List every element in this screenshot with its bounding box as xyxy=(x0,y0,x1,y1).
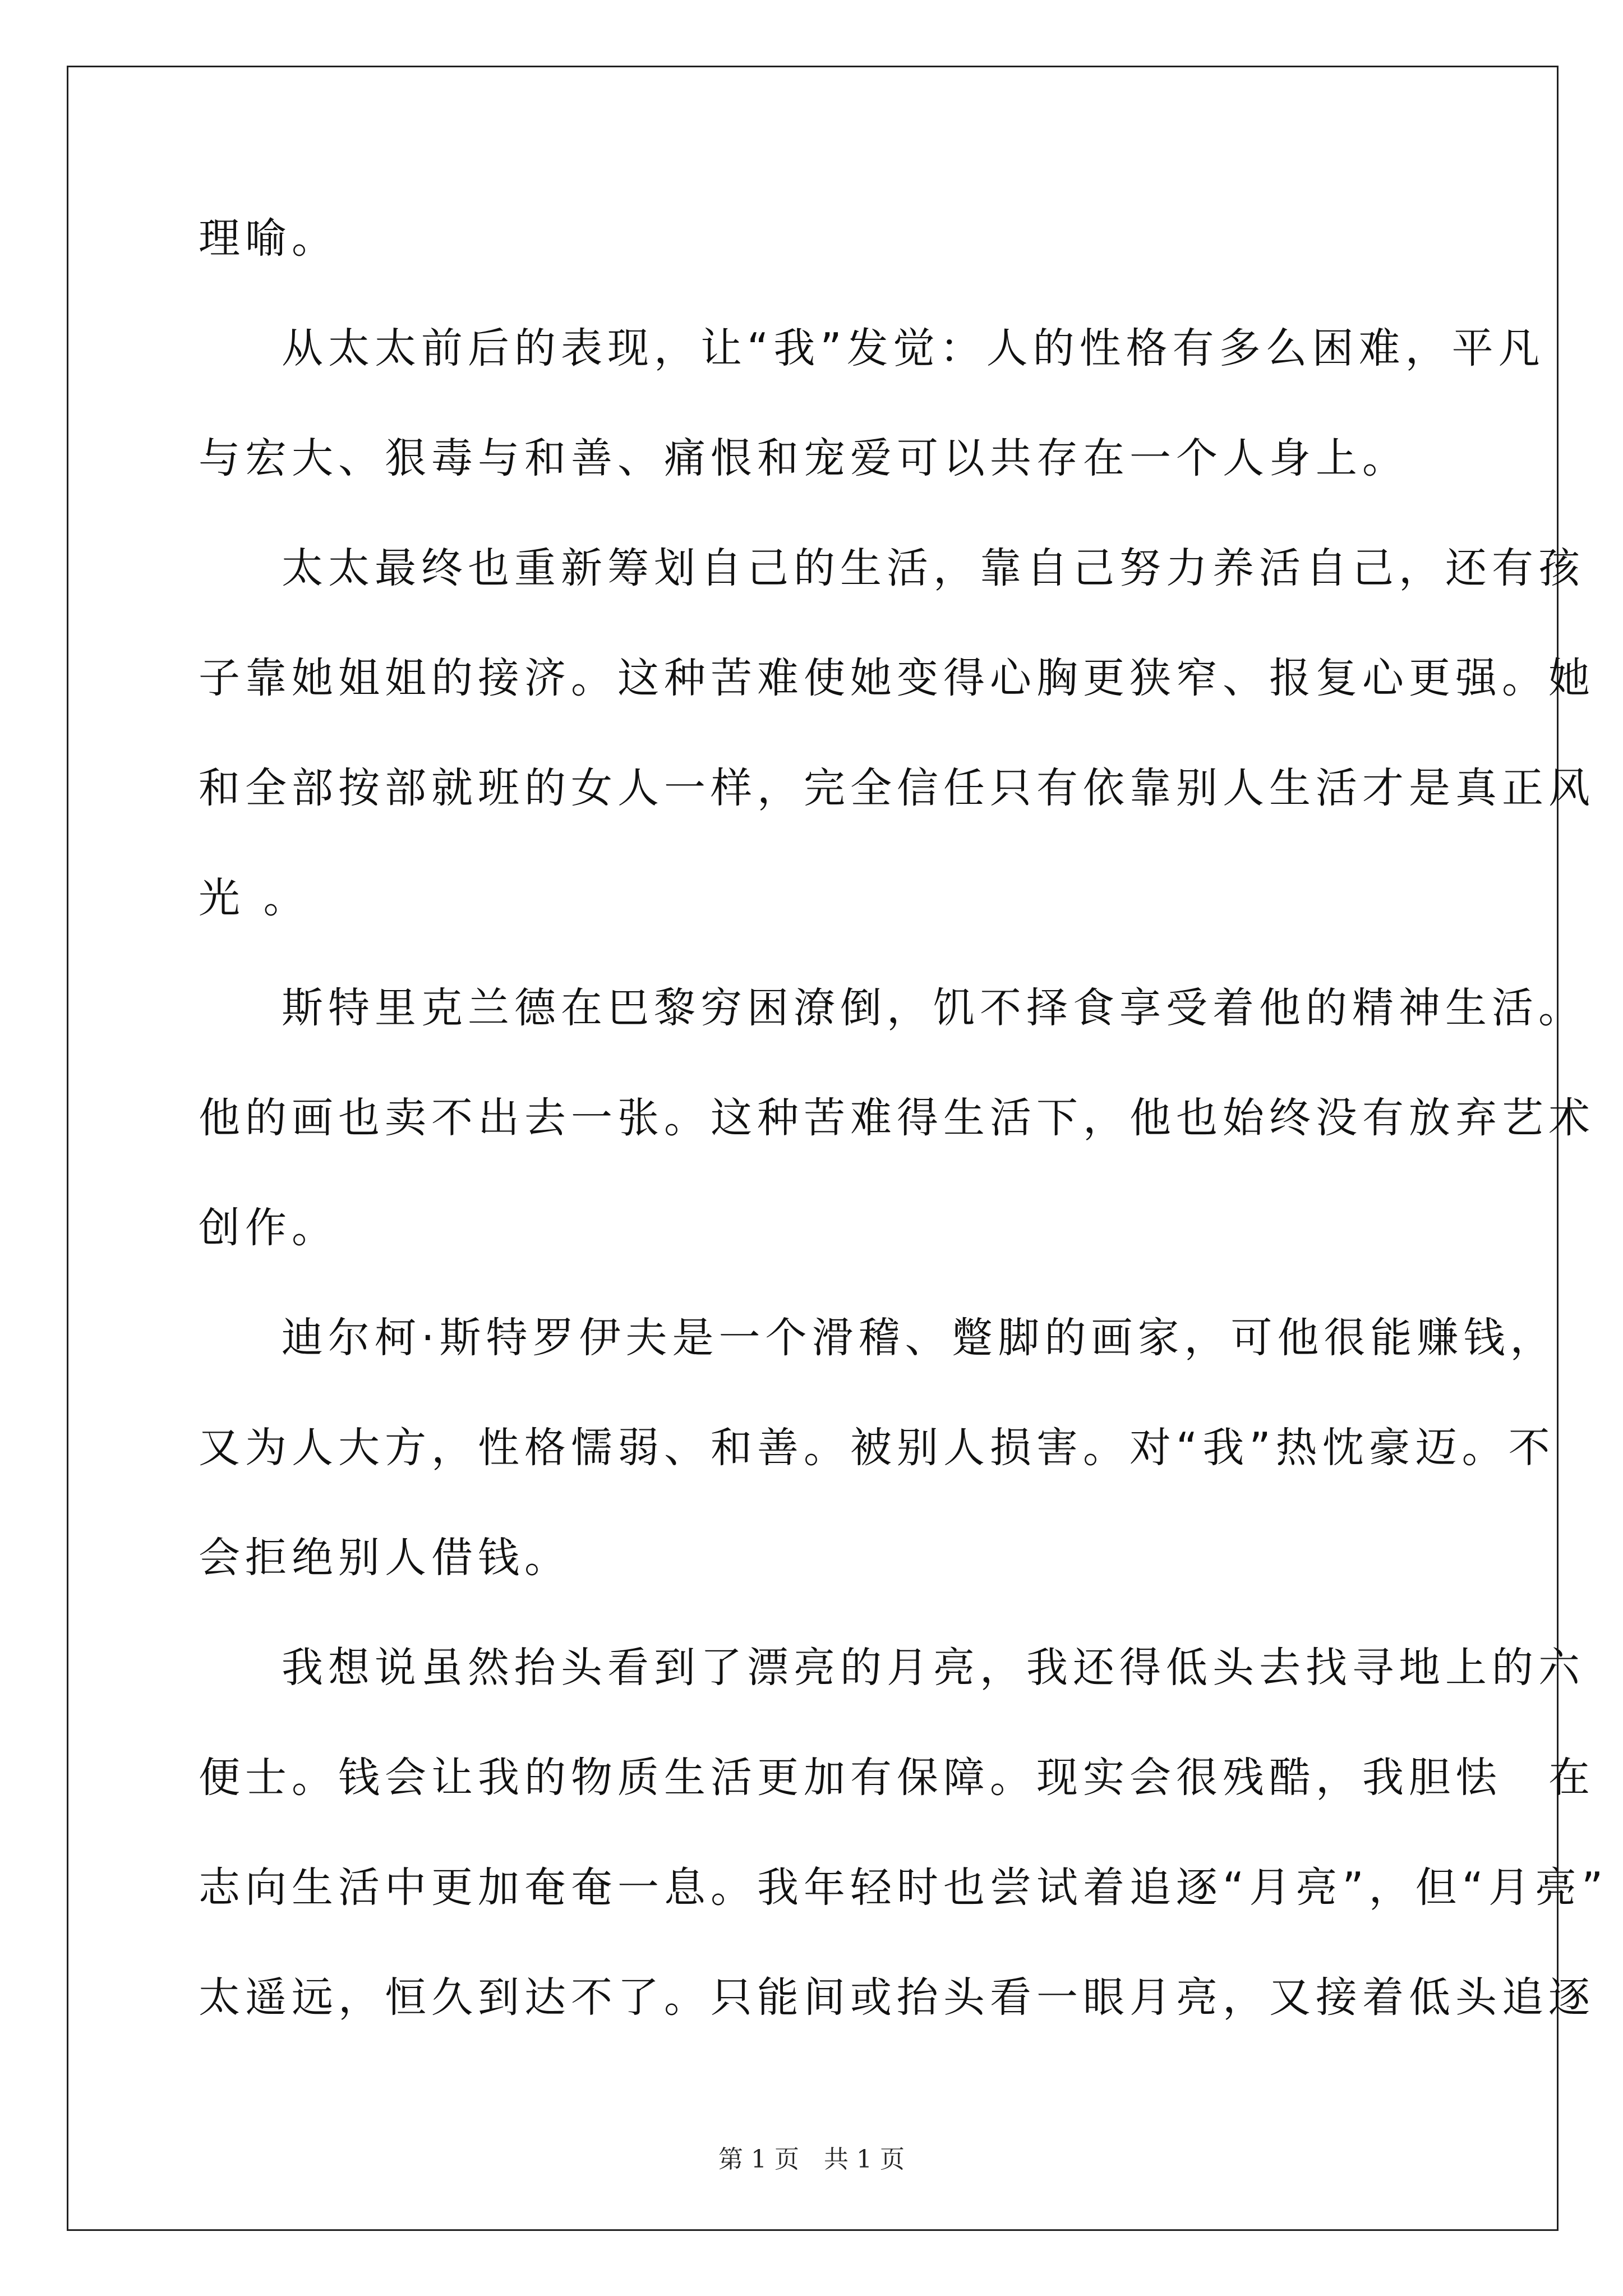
text-line: 志向生活中更加奄奄一息。我年轻时也尝试着追逐“月亮”，但“月亮” xyxy=(199,1864,1608,1912)
text-line: 和全部按部就班的女人一样，完全信任只有依靠别人生活才是真正风 xyxy=(199,764,1595,812)
text-line: 与宏大、狠毒与和善、痛恨和宠爱可以共存在一个人身上。 xyxy=(199,434,1409,482)
text-line: 迪尔柯·斯特罗伊夫是一个滑稽、蹩脚的画家，可他很能赚钱， xyxy=(282,1314,1557,1362)
text-line: 斯特里克兰德在巴黎穷困潦倒，饥不择食享受着他的精神生活。 xyxy=(282,984,1585,1032)
text-line: 便士。钱会让我的物质生活更加有保障。现实会很残酷，我胆怯 在 xyxy=(199,1754,1595,1802)
text-line: 我想说虽然抬头看到了漂亮的月亮，我还得低头去找寻地上的六 xyxy=(282,1644,1585,1692)
text-line: 从太太前后的表现，让“我”发觉：人的性格有多么困难，平凡 xyxy=(282,324,1545,372)
text-line: 创作。 xyxy=(199,1204,338,1252)
text-line: 太太最终也重新筹划自己的生活，靠自己努力养活自己，还有孩 xyxy=(282,544,1585,592)
text-line: 太遥远，恒久到达不了。只能间或抬头看一眼月亮，又接着低头追逐 xyxy=(199,1973,1595,2022)
text-line: 他的画也卖不出去一张。这种苦难得生活下，他也始终没有放弃艺术 xyxy=(199,1094,1595,1142)
text-line: 理喻。 xyxy=(199,214,338,263)
text-line: 会拒绝别人借钱。 xyxy=(199,1534,571,1582)
text-line: 子靠她姐姐的接济。这种苦难使她变得心胸更狭窄、报复心更强。她 xyxy=(199,654,1595,702)
text-line: 光 。 xyxy=(199,874,310,922)
text-line: 又为人大方，性格懦弱、和善。被别人损害。对“我”热忱豪迈。不 xyxy=(199,1424,1555,1472)
page-number-footer: 第 1 页 共 1 页 xyxy=(718,2145,905,2174)
